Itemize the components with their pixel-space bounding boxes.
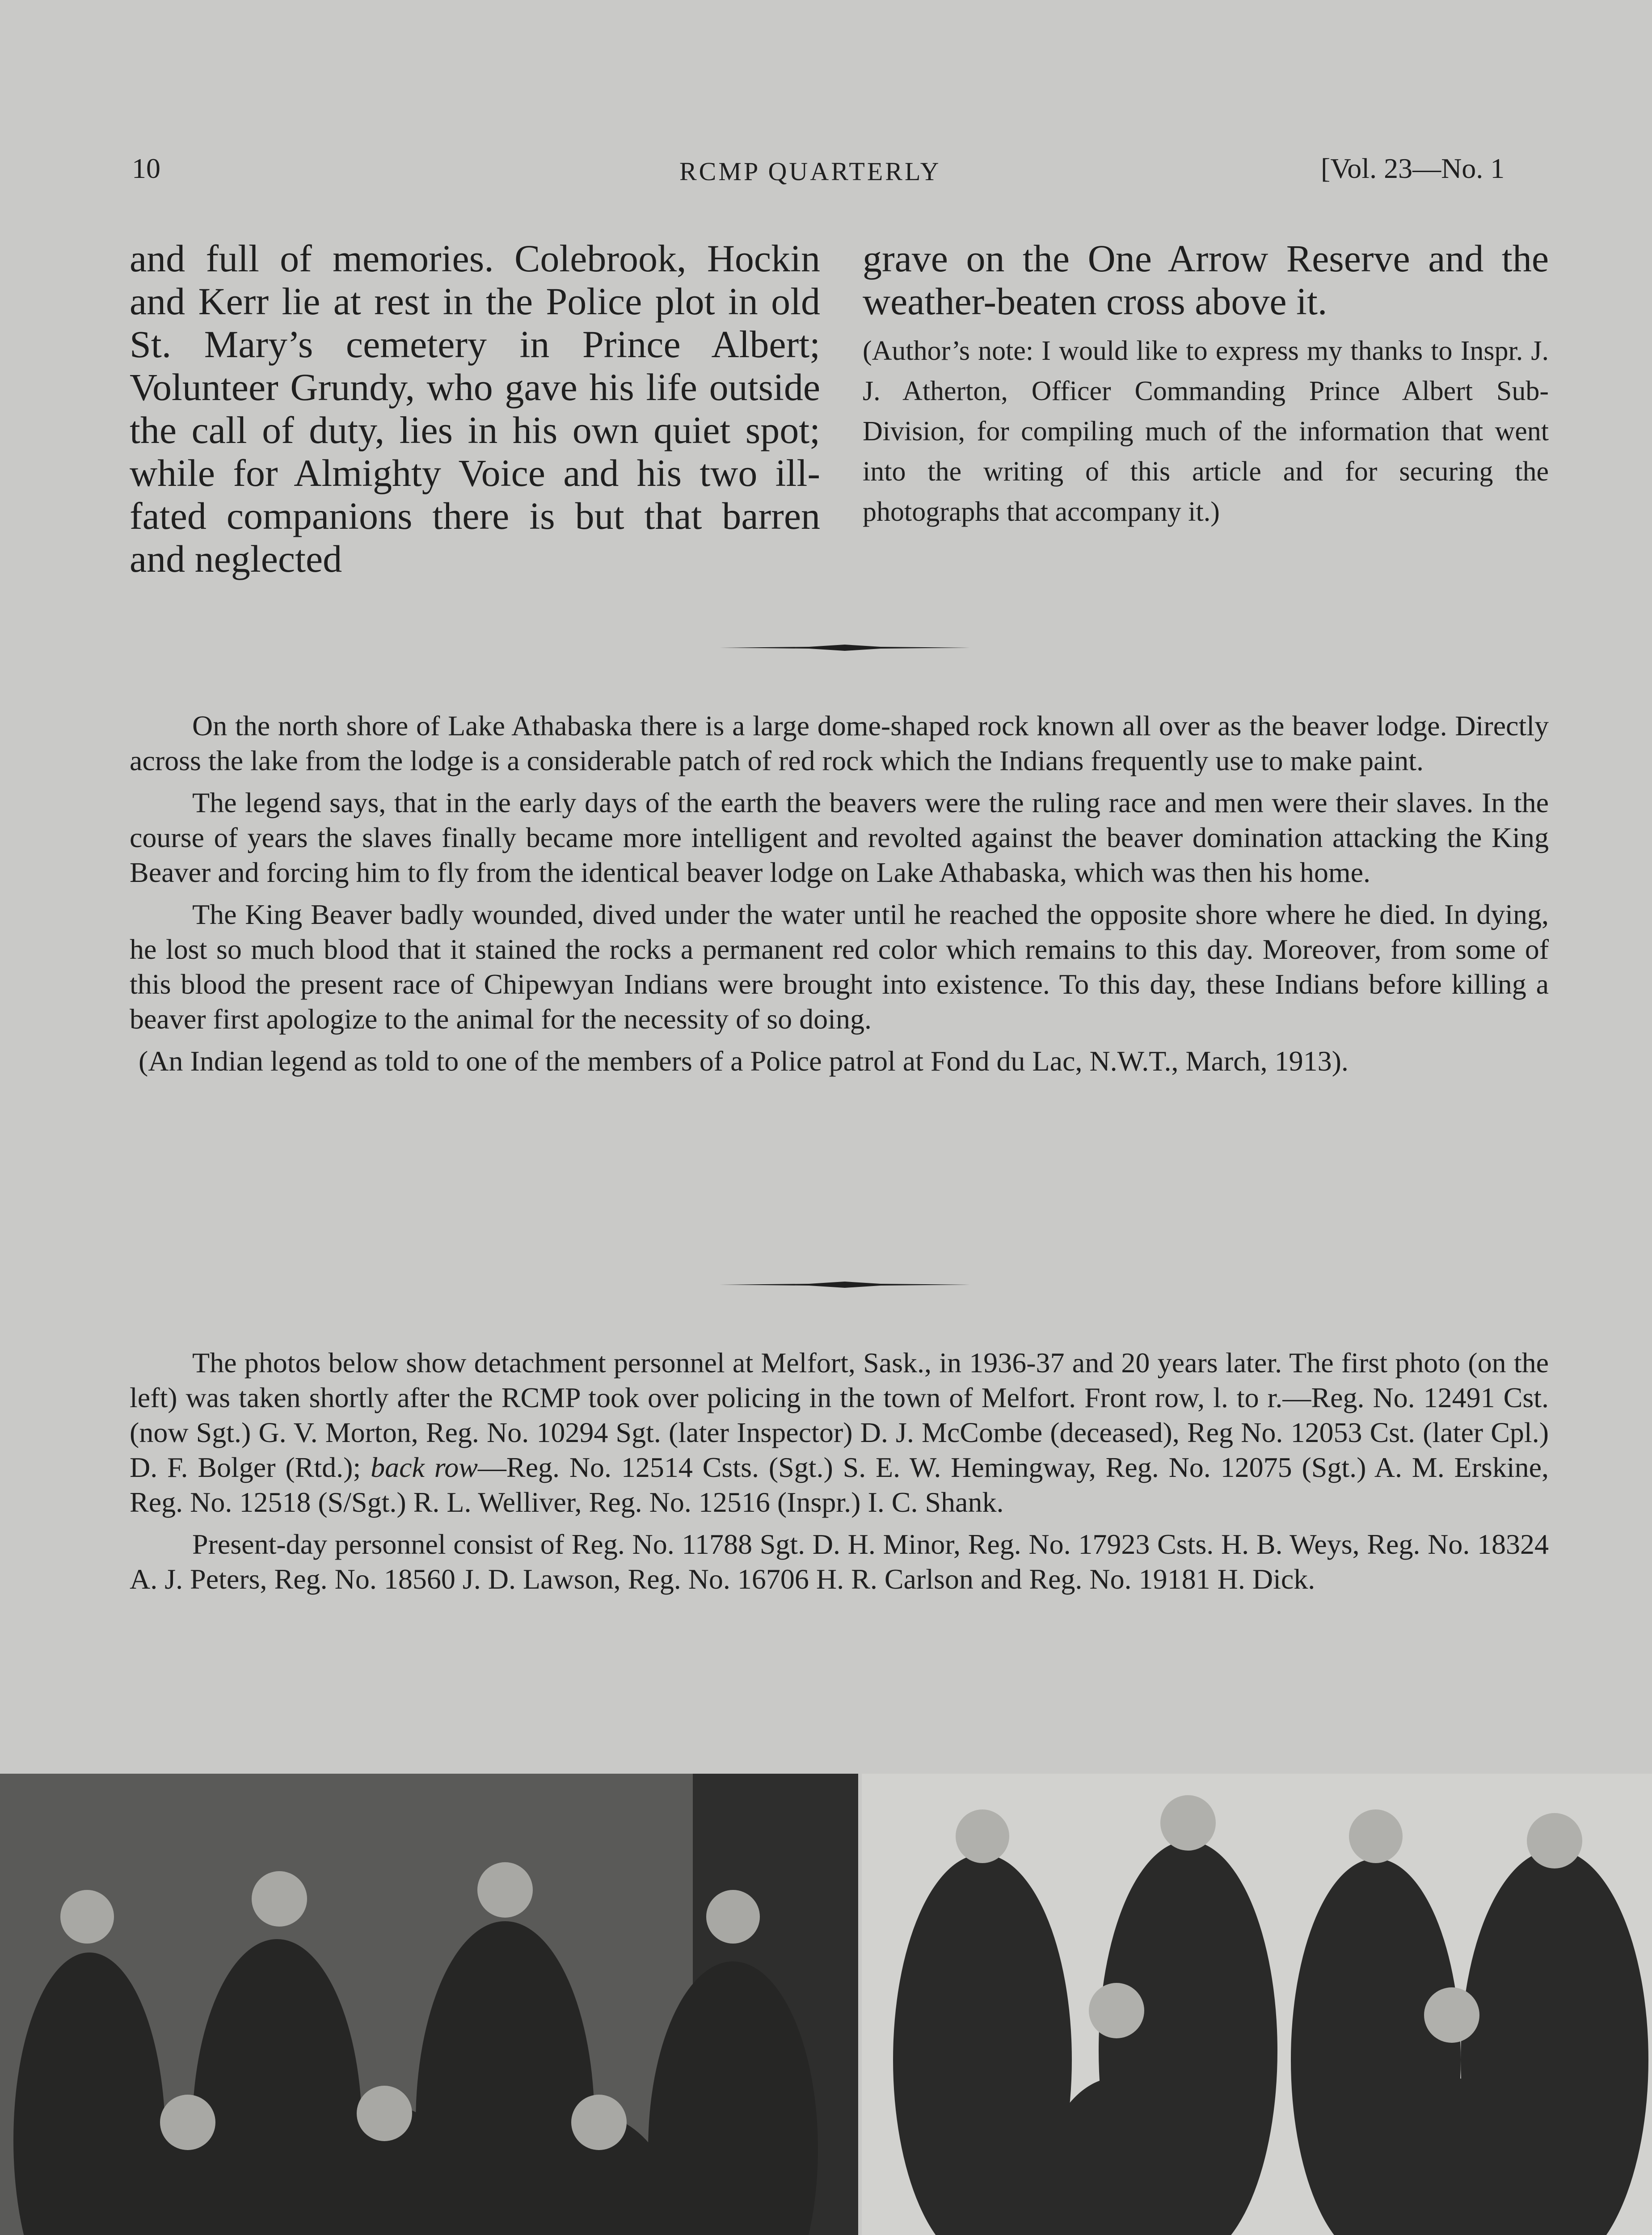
volume-issue: [Vol. 23—No. 1 [1321,152,1505,184]
caption-italic: back row [371,1451,478,1483]
legend-paragraph: The legend says, that in the early days of the earth the beavers were the ruling race and men were their slaves. In the course of years the slaves finally became more intelligent and revolted against the beaver domination attacking the King Beaver and forcing him to fly from the identical beaver lodge on Lake Athabaska, which was then his home. [130,787,1549,888]
beaver-legend-section [130,708,1549,1086]
section-divider [720,1282,970,1288]
caption-paragraph [130,1345,1549,1520]
caption-paragraph: Present-day personnel consist of Reg. No. 11788 Sgt. D. H. Minor, Reg. No. 17923 Csts. H. B. Weys, Reg. No. 18324 A. J. Peters, Reg. No. 18560 J. D. Lawson, Reg. No. 16706 H. R. Carlson and Reg. No. 19181 H. Dick. [130,1528,1549,1595]
legend-paragraph: On the north shore of Lake Athabaska there is a large dome-shaped rock known all over as the beaver lodge. Directly across the lake from the lodge is a considerable patch of red rock which the Indians frequently use to make paint. [130,710,1549,776]
caption-text: The photos below show detachment personnel at Melfort, Sask., in 1936-37 and 20 years later. The first photo (on the left) was taken shortly after the RCMP took over policing in the town of Melfort. Front row, l. to r.—Reg. No. 12491 Cst. (now Sgt.) G. V. Morton, Reg. No. 10294 Sgt. (later Inspector) D. J. McCombe (deceased), Reg No. 12053 Cst. (later Cpl.) D. F. Bolger (Rtd.); [130,1347,1549,1483]
article-right-column [863,237,1549,532]
article-left-column: and full of memories. Colebrook, Hockin and Kerr lie at rest in the Police plot in old St. Mary’s cemetery in Prince Albert; Volunteer Grundy, who gave his life outside the call of duty, lies in his own quiet spot; while for Almighty Voice and his two ill-fated companions there is but that barren and neglected [130,237,820,580]
photo-caption-section [130,1345,1549,1604]
page-number: 10 [132,152,160,184]
legend-source: (An Indian legend as told to one of the members of a Police patrol at Fond du Lac, N.W.T., March, 1913). [139,1045,1349,1077]
magazine-title: RCMP QUARTERLY [679,157,941,186]
author-note: (Author’s note: I would like to express my thanks to Inspr. J. J. Atherton, Officer Commanding Prince Albert Sub-Division, for compiling much of the information that went into the writing of this article and for securing the photographs that accompany it.) [863,336,1549,527]
legend-paragraph: The King Beaver badly wounded, dived under the water until he reached the opposite shore where he died. In dying, he lost so much blood that it stained the rocks a permanent red color which remains to this day. Moreover, from some of this blood the present race of Chipewyan Indians were brought into existence. To this day, these Indians before killing a beaver first apologize to the animal for the necessity of so doing. [130,898,1549,1035]
article-closing-text: grave on the One Arrow Reserve and the weather-beaten cross above it. [863,237,1549,323]
section-divider [720,645,970,651]
photo-melfort-1936 [0,1774,858,2235]
caption-text: —Reg. No. 12514 Csts. (Sgt.) S. E. W. Hemingway, Reg. No. 12075 (Sgt.) A. M. Erskine, Reg. No. 12518 (S/Sgt.) R. L. Welliver, Reg. No. 12516 (Inspr.) I. C. Shank. [130,1451,1549,1518]
photo-melfort-present [862,1774,1652,2235]
